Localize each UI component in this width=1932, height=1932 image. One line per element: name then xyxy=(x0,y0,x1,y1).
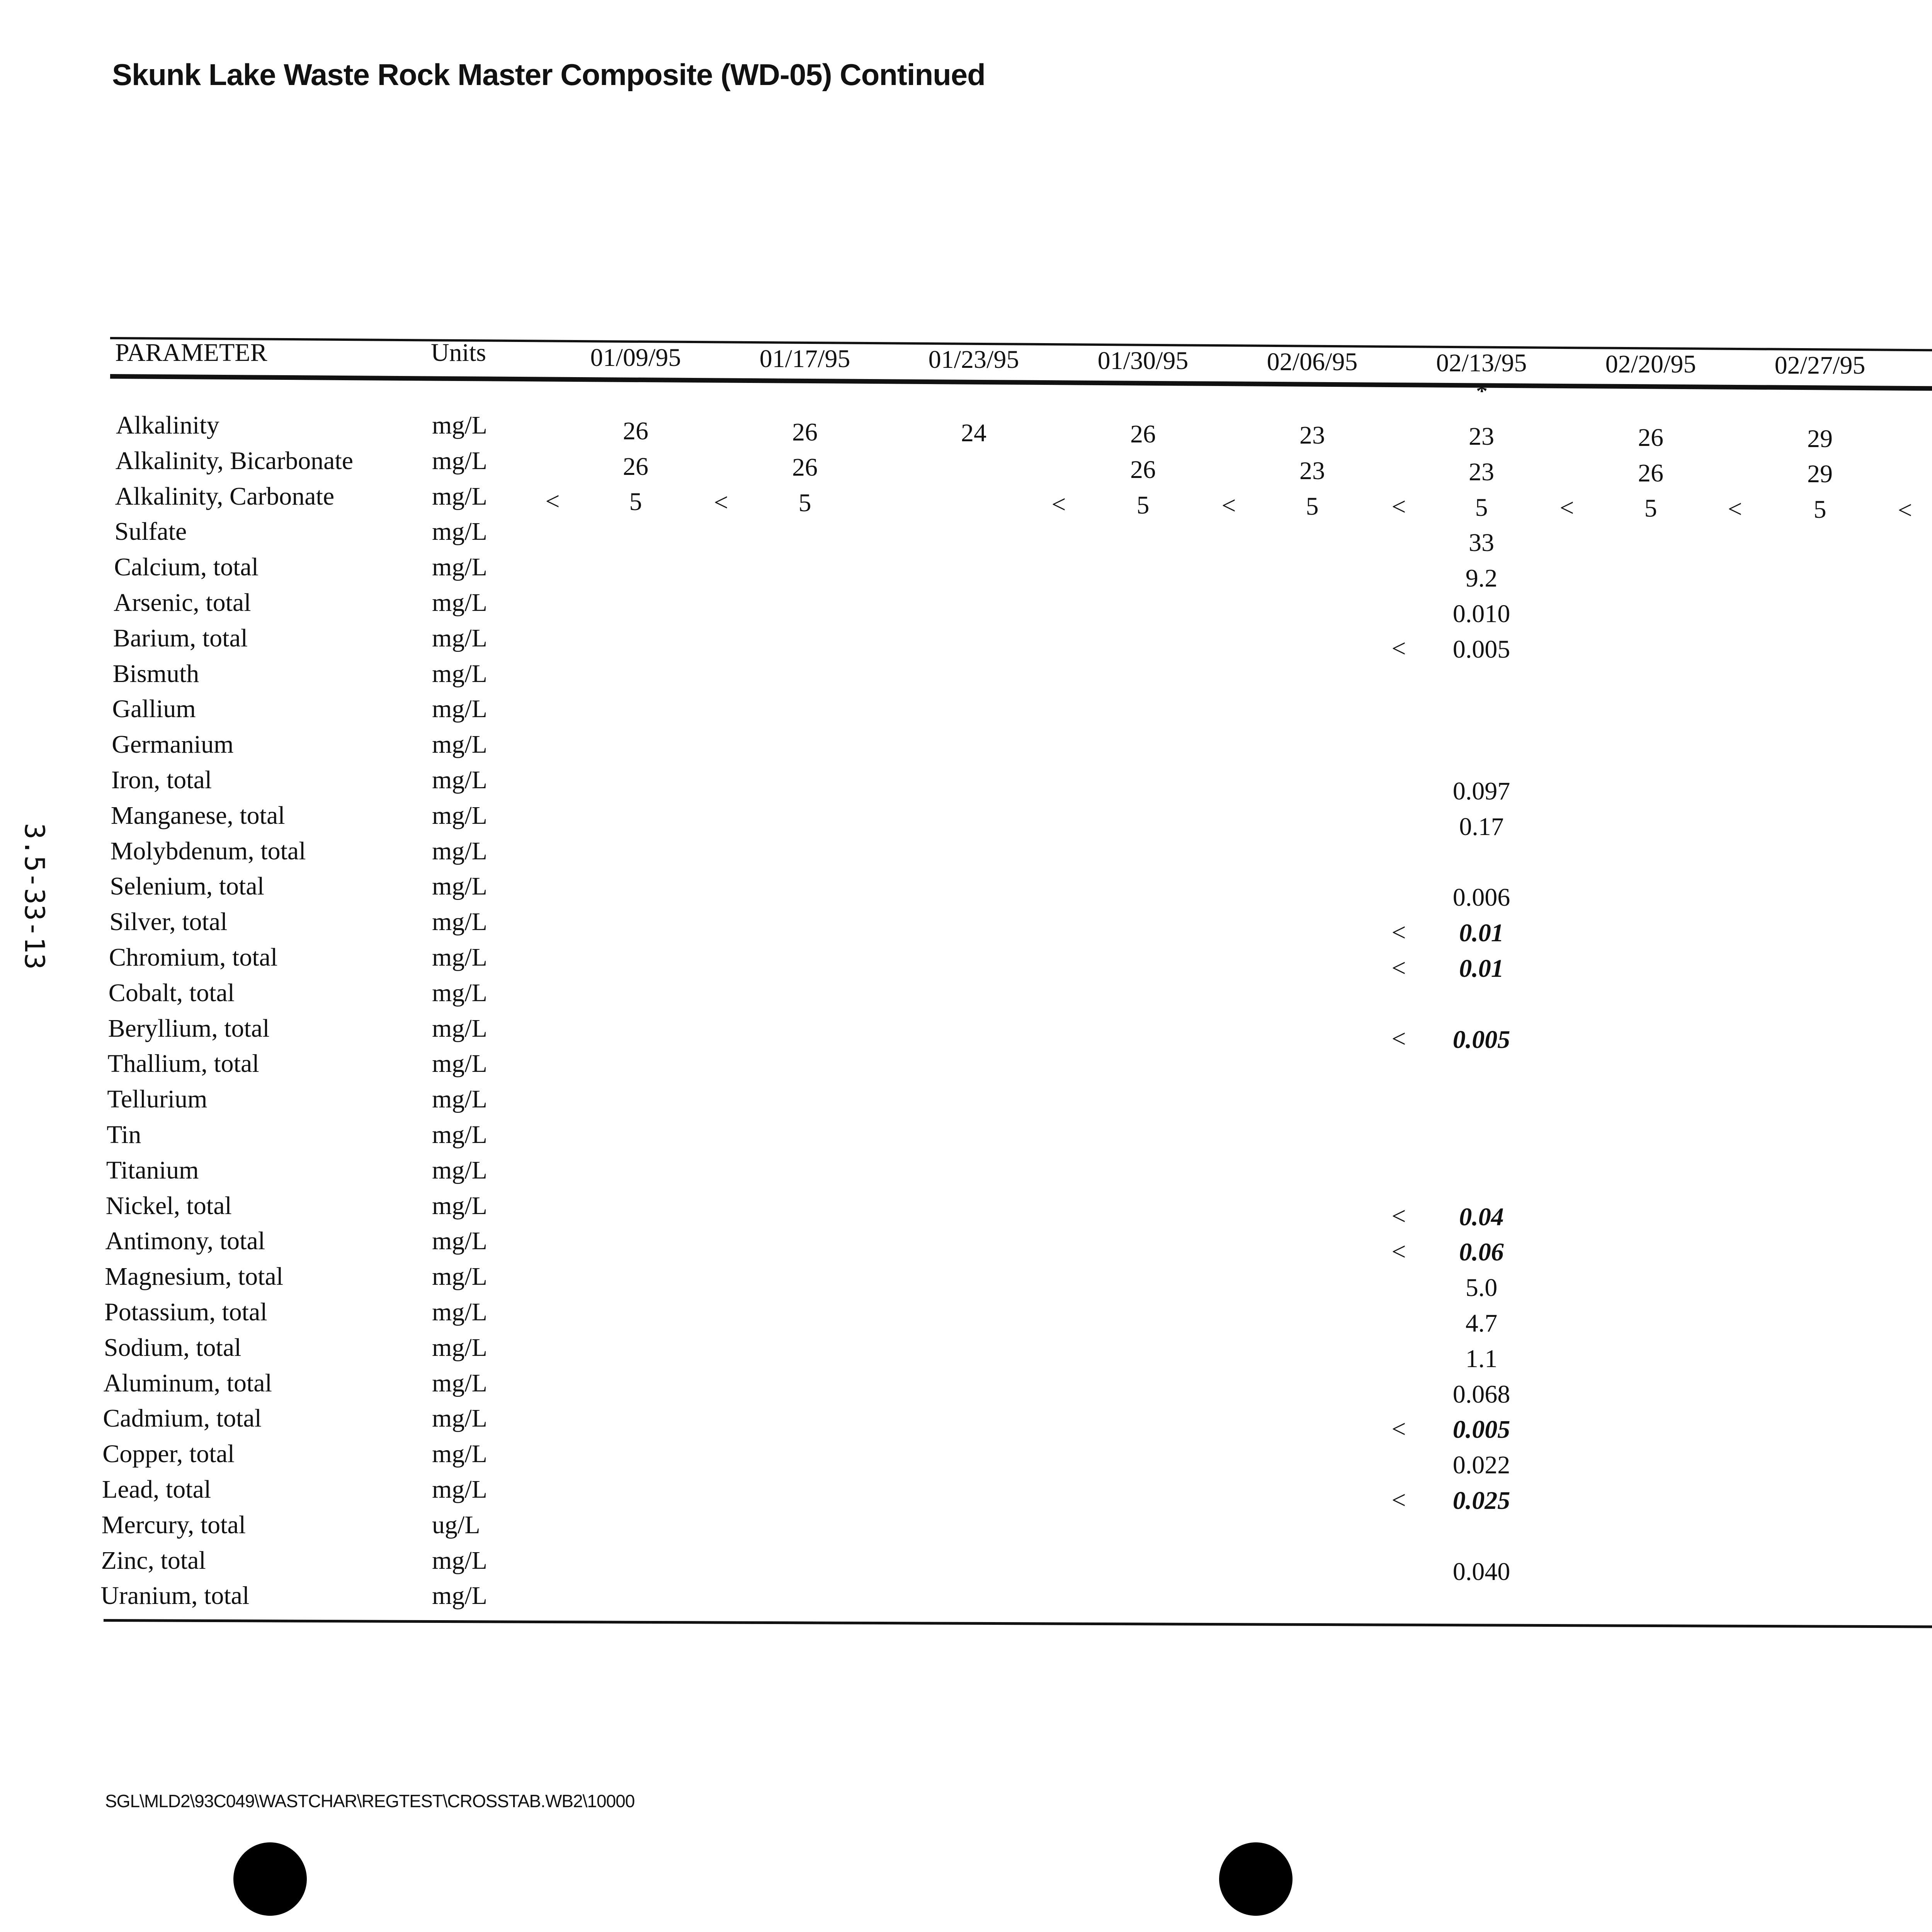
row-parameter: Calcium, total xyxy=(114,553,259,582)
data-cell: 0.01 xyxy=(1459,954,1504,983)
less-than-qualifier: < xyxy=(1898,496,1912,524)
row-units: mg/L xyxy=(432,695,487,723)
header-date: 01/09/95 xyxy=(590,343,681,372)
row-units: mg/L xyxy=(432,588,487,617)
row-parameter: Uranium, total xyxy=(100,1582,250,1610)
data-cell: 0.010 xyxy=(1452,599,1510,628)
data-cell: 0.01 xyxy=(1459,919,1504,947)
header-date xyxy=(1916,354,1932,379)
row-units: mg/L xyxy=(432,837,487,865)
row-units: mg/L xyxy=(432,1085,487,1114)
data-cell: 26 xyxy=(792,418,818,446)
row-parameter: Lead, total xyxy=(102,1475,211,1503)
data-cell: 29 xyxy=(1807,460,1833,488)
less-than-qualifier: < xyxy=(1391,493,1406,521)
data-cell: 23 xyxy=(1299,456,1325,485)
row-parameter: Alkalinity, Bicarbonate xyxy=(115,446,354,475)
data-cell: 0.005 xyxy=(1452,635,1510,663)
data-cell: 26 xyxy=(623,452,648,481)
data-cell: 0.022 xyxy=(1452,1451,1510,1480)
data-cell: 0.005 xyxy=(1452,1025,1510,1054)
less-than-qualifier: < xyxy=(1391,634,1406,663)
row-units: mg/L xyxy=(432,553,487,582)
row-parameter: Chromium, total xyxy=(109,943,278,971)
header-units: Units xyxy=(431,338,486,367)
row-units: mg/L xyxy=(432,1014,487,1043)
data-cell: 1.1 xyxy=(1465,1344,1498,1373)
data-cell: 26 xyxy=(1130,420,1156,449)
less-than-qualifier: < xyxy=(1391,1415,1406,1443)
row-units: mg/L xyxy=(432,411,487,439)
less-than-qualifier: < xyxy=(1391,1025,1406,1053)
less-than-qualifier: < xyxy=(545,487,560,515)
less-than-qualifier: < xyxy=(1391,918,1406,947)
less-than-qualifier: < xyxy=(1391,1237,1406,1266)
data-cell: 0.04 xyxy=(1459,1202,1504,1231)
less-than-qualifier: < xyxy=(1391,1202,1406,1231)
row-parameter: Germanium xyxy=(112,730,234,759)
data-cell: 5 xyxy=(1136,491,1150,519)
data-cell: 29 xyxy=(1807,424,1833,453)
less-than-qualifier: < xyxy=(1391,954,1406,982)
data-cell: 0.06 xyxy=(1459,1238,1504,1267)
row-parameter: Cadmium, total xyxy=(103,1404,262,1433)
less-than-qualifier: < xyxy=(714,488,728,517)
data-cell: 23 xyxy=(1469,422,1494,451)
data-cell: 26 xyxy=(1130,456,1156,484)
row-units: mg/L xyxy=(432,872,487,901)
row-units: mg/L xyxy=(432,1156,487,1184)
row-units: mg/L xyxy=(432,1369,487,1397)
row-parameter: Tin xyxy=(107,1121,141,1149)
table-bottom-rule xyxy=(104,1619,1932,1630)
punch-hole-center xyxy=(1219,1842,1293,1916)
row-units: mg/L xyxy=(432,659,487,688)
footer-file-path: SGL\MLD2\93C049\WASTCHAR\REGTEST\CROSSTAB.WB2\10000 xyxy=(105,1791,635,1811)
data-cell xyxy=(1927,427,1932,453)
data-cell: 5 xyxy=(1813,495,1827,524)
less-than-qualifier: < xyxy=(1391,1486,1406,1514)
row-parameter: Sulfate xyxy=(114,517,187,546)
row-parameter: Mercury, total xyxy=(101,1510,246,1539)
row-units: mg/L xyxy=(432,1546,487,1575)
data-cell: 23 xyxy=(1299,421,1325,450)
row-parameter: Manganese, total xyxy=(111,801,285,830)
header-date: 02/06/95 xyxy=(1267,348,1358,376)
data-cell xyxy=(1927,463,1932,488)
row-units: mg/L xyxy=(432,908,487,936)
row-parameter: Alkalinity xyxy=(116,411,219,439)
row-units: ug/L xyxy=(432,1510,480,1539)
row-parameter: Selenium, total xyxy=(110,872,264,901)
row-units: mg/L xyxy=(432,482,487,510)
header-date: 01/23/95 xyxy=(928,345,1019,374)
row-units: mg/L xyxy=(432,1121,487,1149)
row-parameter: Alkalinity, Carbonate xyxy=(115,482,335,510)
header-date: 02/20/95 xyxy=(1605,350,1696,378)
header-parameter: PARAMETER xyxy=(115,338,267,367)
data-cell: 4.7 xyxy=(1465,1309,1498,1337)
row-parameter: Arsenic, total xyxy=(114,588,251,617)
row-parameter: Antimony, total xyxy=(105,1227,265,1255)
row-units: mg/L xyxy=(432,1191,487,1220)
data-cell: 5 xyxy=(798,489,811,517)
data-cell: 26 xyxy=(1638,423,1663,452)
header-date: 02/27/95 xyxy=(1774,351,1866,379)
row-units: mg/L xyxy=(432,517,487,546)
data-cell: 26 xyxy=(623,417,648,445)
data-cell: 23 xyxy=(1469,457,1494,486)
row-units: mg/L xyxy=(432,1440,487,1468)
less-than-qualifier: < xyxy=(1560,494,1574,522)
data-cell xyxy=(1927,498,1932,524)
row-units: mg/L xyxy=(432,978,487,1007)
row-parameter: Thallium, total xyxy=(107,1049,259,1078)
side-page-number: 3.5-33-13 xyxy=(19,823,50,970)
row-parameter: Molybdenum, total xyxy=(110,837,306,865)
row-units: mg/L xyxy=(432,1404,487,1433)
header-date: 01/30/95 xyxy=(1097,347,1189,375)
data-cell: 26 xyxy=(792,453,818,482)
row-parameter: Beryllium, total xyxy=(108,1014,270,1043)
row-units: mg/L xyxy=(432,1582,487,1610)
row-units: mg/L xyxy=(432,1049,487,1078)
row-parameter: Iron, total xyxy=(111,766,212,794)
row-parameter: Copper, total xyxy=(102,1440,235,1468)
data-cell: 5 xyxy=(1644,494,1657,523)
row-parameter: Sodium, total xyxy=(104,1333,242,1362)
data-cell: 0.005 xyxy=(1452,1415,1510,1444)
row-parameter: Barium, total xyxy=(113,624,248,652)
less-than-qualifier: < xyxy=(1051,490,1066,519)
data-cell: 5.0 xyxy=(1465,1274,1498,1302)
data-cell: 0.006 xyxy=(1452,883,1510,912)
row-parameter: Silver, total xyxy=(109,908,228,936)
row-parameter: Cobalt, total xyxy=(108,978,235,1007)
row-units: mg/L xyxy=(432,1298,487,1326)
row-parameter: Nickel, total xyxy=(105,1191,232,1220)
row-parameter: Tellurium xyxy=(107,1085,207,1114)
data-cell: 0.068 xyxy=(1452,1380,1510,1408)
row-units: mg/L xyxy=(432,1475,487,1503)
page-title: Skunk Lake Waste Rock Master Composite (WD-05) Continued xyxy=(112,58,985,92)
data-cell: 0.025 xyxy=(1452,1486,1510,1515)
row-units: mg/L xyxy=(432,624,487,652)
row-parameter: Bismuth xyxy=(112,659,199,688)
punch-hole-left xyxy=(233,1842,307,1916)
data-cell: 24 xyxy=(961,419,986,447)
row-parameter: Magnesium, total xyxy=(105,1262,284,1291)
row-units: mg/L xyxy=(432,446,487,475)
data-cell: 5 xyxy=(629,488,642,516)
row-parameter: Titanium xyxy=(106,1156,199,1184)
row-parameter: Potassium, total xyxy=(104,1298,267,1326)
row-units: mg/L xyxy=(432,730,487,759)
data-cell: 5 xyxy=(1306,492,1319,520)
data-cell: 0.040 xyxy=(1452,1557,1510,1586)
data-cell: 0.17 xyxy=(1459,812,1504,841)
row-units: mg/L xyxy=(432,1227,487,1255)
data-cell: 26 xyxy=(1638,459,1663,487)
row-parameter: Aluminum, total xyxy=(103,1369,272,1397)
less-than-qualifier: < xyxy=(1728,495,1742,523)
row-units: mg/L xyxy=(432,1333,487,1362)
header-asterisk: * xyxy=(1476,378,1488,404)
data-cell: 33 xyxy=(1469,529,1494,557)
data-cell: 9.2 xyxy=(1465,564,1498,593)
data-cell: 0.097 xyxy=(1452,777,1510,805)
data-cell: 5 xyxy=(1475,493,1488,522)
row-parameter: Zinc, total xyxy=(101,1546,206,1575)
header-date: 01/17/95 xyxy=(759,344,850,373)
row-parameter: Gallium xyxy=(112,695,196,723)
row-units: mg/L xyxy=(432,801,487,830)
header-date: 02/13/95 xyxy=(1436,349,1527,377)
less-than-qualifier: < xyxy=(1221,492,1236,520)
row-units: mg/L xyxy=(432,766,487,794)
row-units: mg/L xyxy=(432,1262,487,1291)
row-units: mg/L xyxy=(432,943,487,971)
